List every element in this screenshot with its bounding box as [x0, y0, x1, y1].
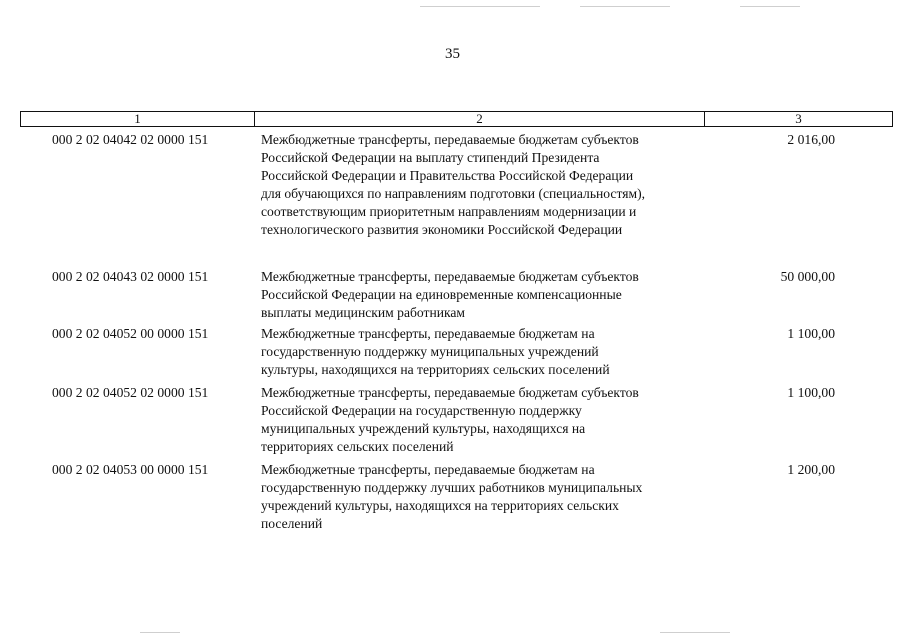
page-number: 35	[445, 46, 460, 62]
description-line: Российской Федерации на государственную поддержку	[261, 403, 582, 418]
amount: 2 016,00	[787, 132, 835, 147]
description-line: выплаты медицинским работникам	[261, 305, 466, 320]
description-line: государственную поддержку лучших работников муниципальных	[261, 480, 643, 495]
description-line: технологического развития экономики Российской Федерации	[261, 222, 623, 237]
description-line: соответствующим приоритетным направлениям модернизации и	[261, 204, 637, 219]
description-line: Межбюджетные трансферты, передаваемые бюджетам на	[261, 326, 595, 341]
description-line: муниципальных учреждений культуры, находящихся на	[261, 421, 586, 436]
description-line: государственную поддержку муниципальных учреждений	[261, 344, 599, 359]
description-line: для обучающихся по направлениям подготовки (специальностям),	[261, 186, 646, 201]
description	[261, 384, 711, 456]
amount: 1 100,00	[787, 326, 835, 341]
amount: 1 100,00	[787, 385, 835, 400]
description-line: Межбюджетные трансферты, передаваемые бюджетам субъектов	[261, 132, 639, 147]
description	[261, 268, 711, 322]
scan-artifact	[740, 6, 800, 7]
budget-code: 000 2 02 04053 00 0000 151	[52, 462, 209, 477]
description-line: культуры, находящихся на территориях сельских поселений	[261, 362, 610, 377]
budget-code: 000 2 02 04052 00 0000 151	[52, 326, 209, 341]
budget-code: 000 2 02 04042 02 0000 151	[52, 132, 209, 147]
budget-code: 000 2 02 04043 02 0000 151	[52, 269, 209, 284]
description-line: Межбюджетные трансферты, передаваемые бюджетам субъектов	[261, 269, 639, 284]
description	[261, 325, 711, 379]
amount: 50 000,00	[780, 269, 835, 284]
description	[261, 131, 711, 239]
header-cell-1: 1	[21, 112, 255, 126]
scan-artifact	[140, 632, 180, 633]
header-cell-2: 2	[255, 112, 705, 126]
description-line: Российской Федерации и Правительства Российской Федерации	[261, 168, 634, 183]
description-line: Российской Федерации на единовременные компенсационные	[261, 287, 622, 302]
description-line: территориях сельских поселений	[261, 439, 454, 454]
amount: 1 200,00	[787, 462, 835, 477]
description-line: Межбюджетные трансферты, передаваемые бюджетам на	[261, 462, 595, 477]
description-line: поселений	[261, 516, 323, 531]
description-line: Межбюджетные трансферты, передаваемые бюджетам субъектов	[261, 385, 639, 400]
budget-code: 000 2 02 04052 02 0000 151	[52, 385, 209, 400]
scan-artifact	[420, 6, 540, 7]
table-header-row	[20, 111, 893, 127]
header-cell-3: 3	[795, 111, 802, 126]
description-line: учреждений культуры, находящихся на территориях сельских	[261, 498, 619, 513]
scan-artifact	[660, 632, 730, 633]
scan-artifact	[580, 6, 670, 7]
description-line: Российской Федерации на выплату стипендий Президента	[261, 150, 600, 165]
description	[261, 461, 711, 533]
